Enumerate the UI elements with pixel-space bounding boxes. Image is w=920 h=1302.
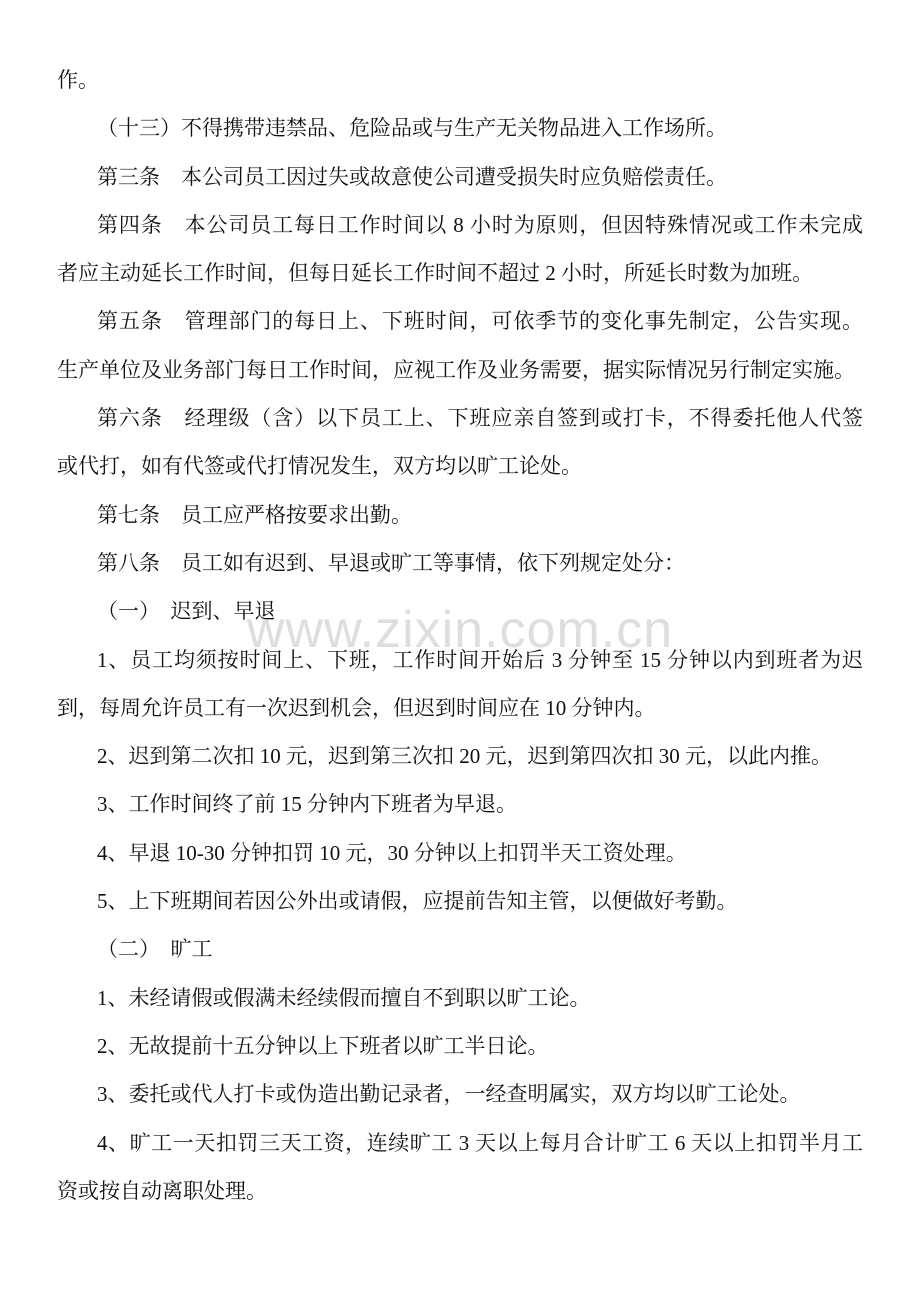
paragraph-line: 或代打，如有代签或代打情况发生，双方均以旷工论处。 (57, 454, 582, 479)
lateness-rule-2 (57, 732, 863, 780)
paragraph-line: 4、早退 10-30 分钟扣罚 10 元，30 分钟以上扣罚半天工资处理。 (97, 840, 687, 865)
paragraph-line: 第三条 本公司员工因过失或故意使公司遭受损失时应负赔偿责任。 (97, 164, 727, 189)
paragraph-line: 者应主动延长工作时间，但每日延长工作时间不超过 2 小时，所延长时数为加班。 (57, 261, 813, 286)
paragraph-line: 5、上下班期间若因公外出或请假，应提前告知主管，以便做好考勤。 (97, 889, 738, 914)
article-7 (57, 491, 863, 539)
paragraph-line: 作。 (57, 68, 99, 92)
absenteeism-rule-3 (57, 1070, 863, 1118)
lateness-rule-4 (57, 829, 863, 877)
paragraph-line: 第四条 本公司员工每日工作时间以 8 小时为原则，但因特殊情况或工作未完成 (97, 212, 863, 237)
lateness-rule-3 (57, 780, 863, 828)
watermark: www.zixin.com.cn (246, 601, 674, 659)
document-body (57, 56, 863, 1215)
paragraph-line: 4、旷工一天扣罚三天工资，连续旷工 3 天以上每月合计旷工 6 天以上扣罚半月工 (97, 1130, 863, 1155)
paragraph-line: 2、无故提前十五分钟以上下班者以旷工半日论。 (97, 1033, 549, 1058)
paragraph-line: 第八条 员工如有迟到、早退或旷工等事情，依下列规定处分： (97, 550, 685, 575)
paragraph-line: 第六条 经理级（含）以下员工上、下班应亲自签到或打卡，不得委托他人代签 (97, 406, 863, 431)
paragraph-line: 生产单位及业务部门每日工作时间，应视工作及业务需要，据实际情况另行制定实施。 (57, 357, 855, 382)
paragraph-line: 资或按自动离职处理。 (57, 1178, 267, 1203)
paragraph-line: 到，每周允许员工有一次迟到机会，但迟到时间应在 10 分钟内。 (57, 695, 656, 720)
article-5 (57, 297, 863, 394)
article-6 (57, 394, 863, 491)
paragraph-line: （一） 迟到、早退 (97, 599, 276, 624)
absenteeism-rule-4 (57, 1119, 863, 1216)
paragraph-line: 3、委托或代人打卡或伪造出勤记录者，一经查明属实，双方均以旷工论处。 (97, 1082, 801, 1107)
paragraph-line: （十三）不得携带违禁品、危险品或与生产无关物品进入工作场所。 (97, 116, 727, 141)
paragraph-line: 3、工作时间终了前 15 分钟内下班者为早退。 (97, 792, 517, 817)
section-heading-absenteeism (57, 925, 863, 973)
paragraph-line: 1、未经请假或假满未经续假而擅自不到职以旷工论。 (97, 985, 591, 1010)
clause-13 (57, 104, 863, 152)
paragraph-line: 1、员工均须按时间上、下班，工作时间开始后 3 分钟至 15 分钟以内到班者为迟 (97, 647, 863, 672)
lateness-rule-5 (57, 877, 863, 925)
absenteeism-rule-2 (57, 1022, 863, 1070)
lateness-rule-1 (57, 636, 863, 733)
paragraph-line: （二） 旷工 (97, 937, 213, 962)
paragraph-line: 第五条 管理部门的每日上、下班时间，可依季节的变化事先制定，公告实现。 (97, 309, 863, 334)
section-heading-lateness (57, 587, 863, 635)
article-4 (57, 201, 863, 298)
paragraph-line: 第七条 员工应严格按要求出勤。 (97, 502, 412, 527)
paragraph-line: 2、迟到第二次扣 10 元，迟到第三次扣 20 元，迟到第四次扣 30 元，以此内推。 (97, 744, 832, 769)
article-3 (57, 153, 863, 201)
article-8 (57, 539, 863, 587)
continuation-paragraph (57, 56, 863, 104)
absenteeism-rule-1 (57, 974, 863, 1022)
